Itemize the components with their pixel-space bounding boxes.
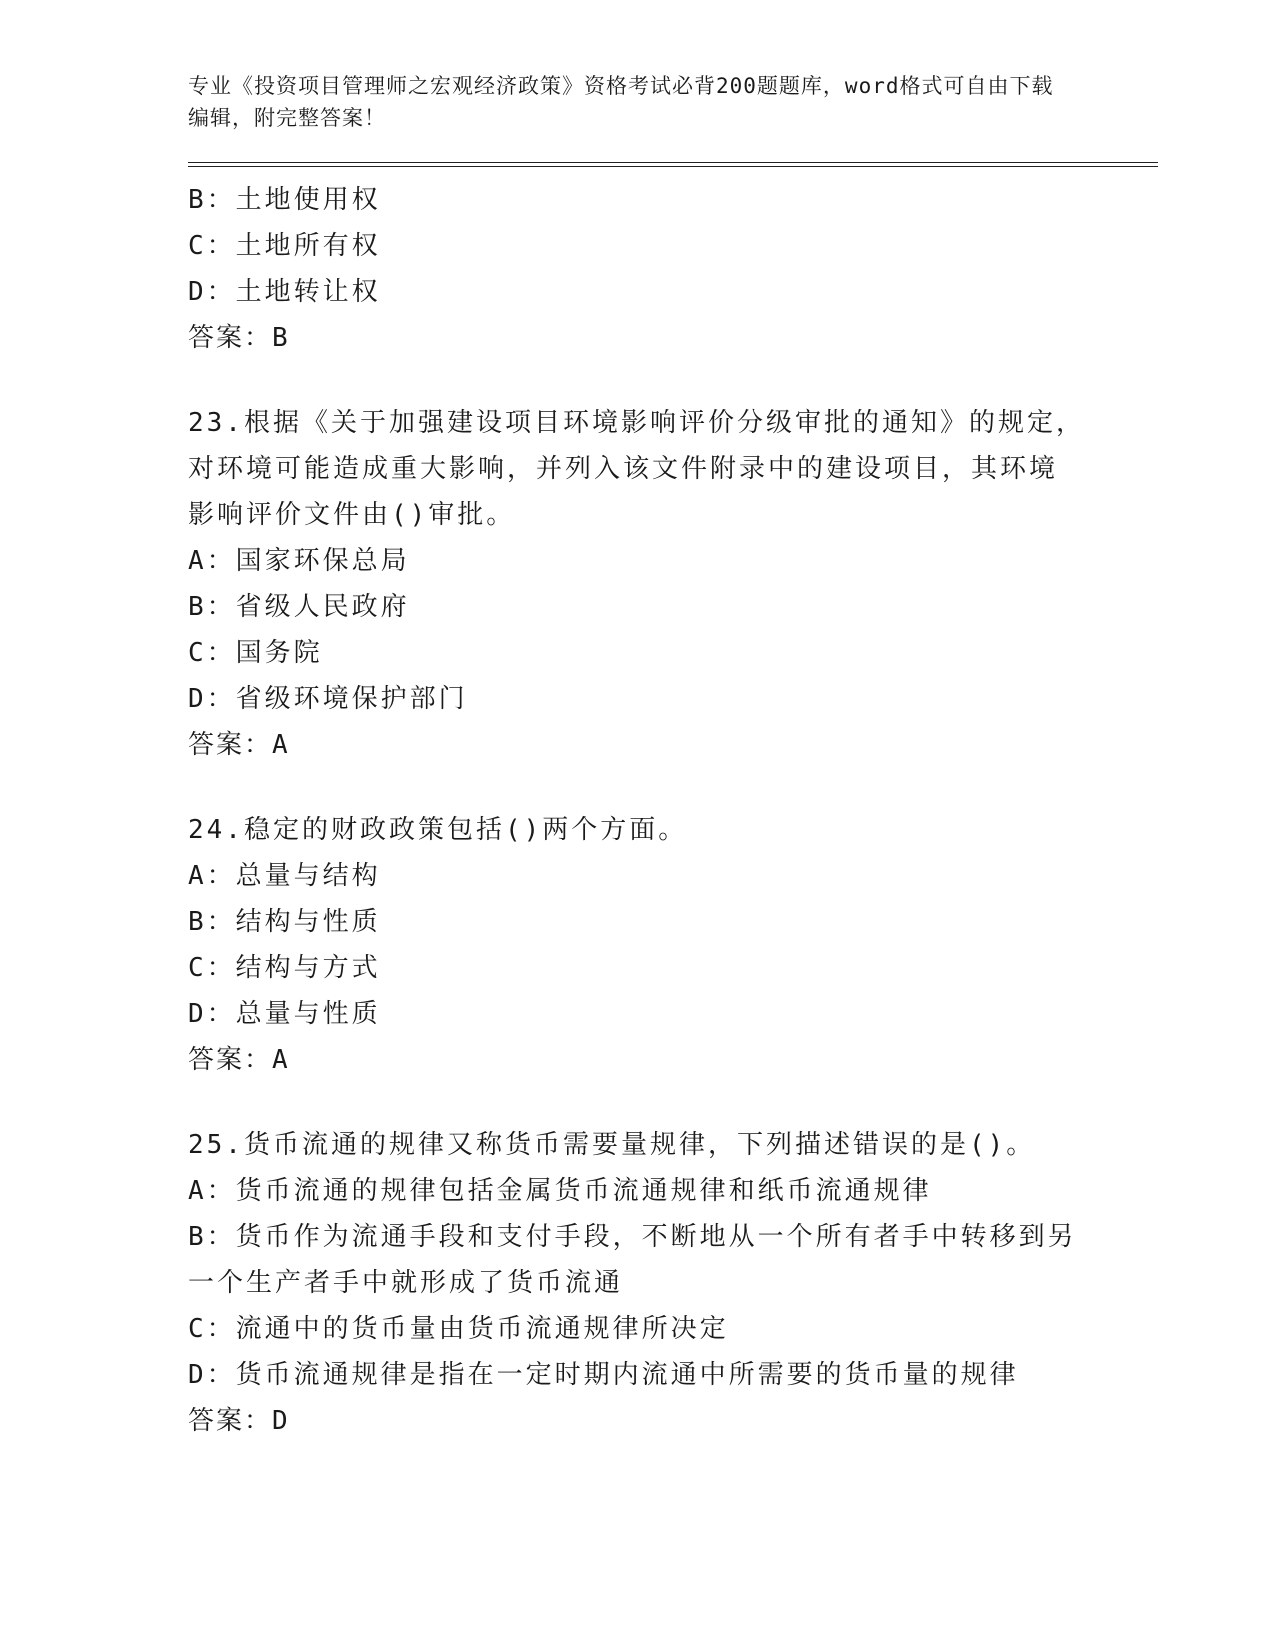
question-text: 23.根据《关于加强建设项目环境影响评价分级审批的通知》的规定， — [188, 408, 1085, 438]
question-text: 对环境可能造成重大影响，并列入该文件附录中的建设项目，其环境 — [188, 454, 1059, 484]
option-c: C：土地所有权 — [188, 231, 381, 261]
question-list — [188, 177, 1148, 1444]
option-c: C：结构与方式 — [188, 953, 381, 983]
option-d: D：总量与性质 — [188, 999, 381, 1029]
option-d: D：土地转让权 — [188, 277, 381, 307]
document-header: 专业《投资项目管理师之宏观经济政策》资格考试必背200题题库，word格式可自由下载编辑，附完整答案！ — [188, 74, 1054, 130]
option-b: B：省级人民政府 — [188, 592, 410, 622]
option-d: D：省级环境保护部门 — [188, 684, 468, 714]
answer: 答案：A — [188, 1045, 290, 1075]
option-c: C：国务院 — [188, 638, 323, 668]
document-page — [188, 70, 1148, 1444]
answer: 答案：D — [188, 1406, 290, 1436]
question-24 — [188, 807, 1148, 1083]
option-b: B：货币作为流通手段和支付手段，不断地从一个所有者手中转移到另 一个生产者手中就形成了货币流通 — [188, 1222, 1077, 1298]
question-22-continued — [188, 177, 1148, 361]
question-text: 24.稳定的财政政策包括()两个方面。 — [188, 815, 688, 845]
header-divider — [188, 162, 1158, 167]
answer: 答案：B — [188, 323, 290, 353]
answer: 答案：A — [188, 730, 290, 760]
question-text: 25.货币流通的规律又称货币需要量规律，下列描述错误的是()。 — [188, 1130, 1036, 1160]
option-c: C：流通中的货币量由货币流通规律所决定 — [188, 1314, 729, 1344]
option-a: A：国家环保总局 — [188, 546, 410, 576]
option-b: B：结构与性质 — [188, 907, 381, 937]
question-23 — [188, 400, 1148, 768]
option-a: A：总量与结构 — [188, 861, 381, 891]
question-text: 影响评价文件由()审批。 — [188, 500, 516, 530]
option-b: B：土地使用权 — [188, 185, 381, 215]
option-a: A：货币流通的规律包括金属货币流通规律和纸币流通规律 — [188, 1176, 932, 1206]
question-25 — [188, 1122, 1148, 1444]
option-d: D：货币流通规律是指在一定时期内流通中所需要的货币量的规律 — [188, 1360, 1019, 1390]
